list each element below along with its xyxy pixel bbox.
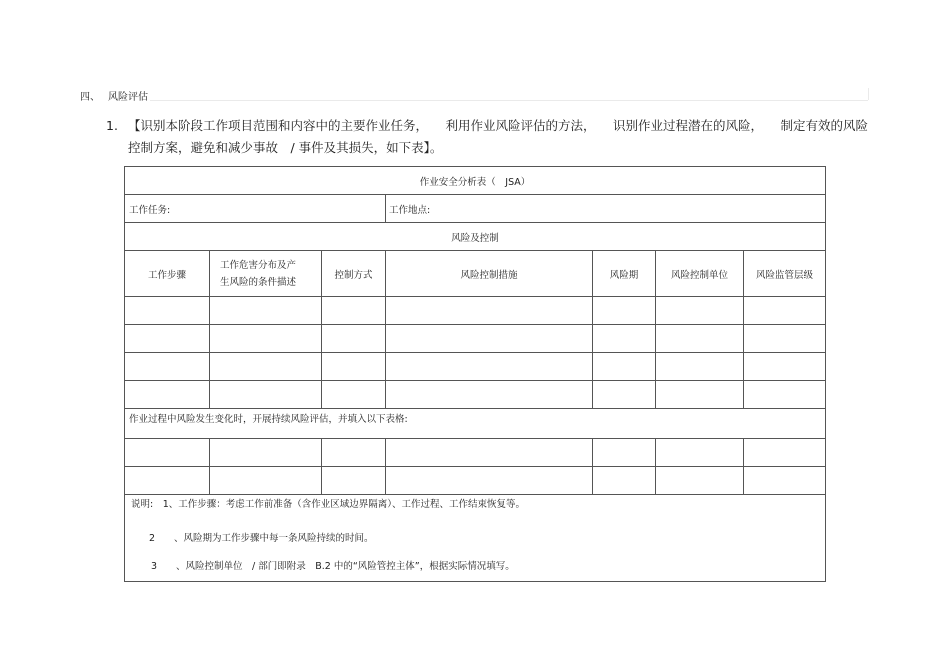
- table-cell[interactable]: [386, 297, 593, 325]
- table-cell[interactable]: [744, 353, 826, 381]
- section-number: 四、: [80, 92, 100, 103]
- table-title-row: [125, 167, 826, 195]
- table-row: [125, 325, 826, 353]
- table-row: [125, 297, 826, 325]
- header-divider-tick: [868, 88, 869, 100]
- table-cell[interactable]: [125, 353, 210, 381]
- table-row: [125, 439, 826, 467]
- table-cell[interactable]: [125, 297, 210, 325]
- table-cell[interactable]: [125, 467, 210, 495]
- intro-part-2: 利用作业风险评估的方法，: [445, 118, 596, 133]
- section-heading: [80, 88, 148, 103]
- table-cell[interactable]: [386, 467, 593, 495]
- note-1: 说明: 1、工作步骤：考虑工作前准备（含作业区域边界隔离）、工作过程、工作结束恢复等。: [131, 499, 525, 510]
- table-cell[interactable]: [125, 381, 210, 409]
- intro-paragraph: [106, 115, 868, 159]
- col-header-supervision-level: 风险监管层级: [744, 251, 826, 297]
- table-cell[interactable]: [386, 353, 593, 381]
- column-header-row: [125, 251, 826, 297]
- table-cell[interactable]: [744, 325, 826, 353]
- table-cell[interactable]: [322, 325, 386, 353]
- risk-control-header-row: [125, 223, 826, 251]
- table-cell[interactable]: [210, 297, 322, 325]
- col-header-control-unit: 风险控制单位: [656, 251, 744, 297]
- table-row: [125, 381, 826, 409]
- table-cell[interactable]: [125, 439, 210, 467]
- notes-cell: [125, 495, 826, 582]
- table-cell[interactable]: [210, 439, 322, 467]
- col-header-risk-period: 风险期: [593, 251, 656, 297]
- notes-row: [125, 495, 826, 582]
- risk-control-header: 风险及控制: [125, 223, 826, 251]
- table-cell[interactable]: [656, 353, 744, 381]
- table-title: 作业安全分析表（ JSA）: [125, 167, 826, 195]
- table-cell[interactable]: [593, 467, 656, 495]
- header-divider: [150, 100, 868, 101]
- table-cell[interactable]: [744, 467, 826, 495]
- table-cell[interactable]: [322, 353, 386, 381]
- note-3: 3 、风险控制单位 / 部门即附录 B.2 中的“风险管控主体”，根据实际情况填写。: [151, 561, 515, 572]
- table-cell[interactable]: [210, 325, 322, 353]
- continuous-assessment-row: [125, 409, 826, 439]
- location-label: 工作地点:: [386, 195, 826, 223]
- continuous-assessment-note: 作业过程中风险发生变化时，开展持续风险评估，并填入以下表格:: [125, 409, 826, 439]
- intro-part-4: 制定有效的风险: [780, 118, 868, 133]
- intro-part-3: 识别作业过程潜在的风险，: [612, 118, 763, 133]
- col-header-hazard: 工作危害分布及产 生风险的条件描述: [210, 251, 322, 297]
- task-location-row: [125, 195, 826, 223]
- table-cell[interactable]: [656, 297, 744, 325]
- table-cell[interactable]: [593, 381, 656, 409]
- table-row: [125, 467, 826, 495]
- table-cell[interactable]: [593, 325, 656, 353]
- table-cell[interactable]: [656, 325, 744, 353]
- table-cell[interactable]: [210, 467, 322, 495]
- col-header-measures: 风险控制措施: [386, 251, 593, 297]
- table-cell[interactable]: [744, 439, 826, 467]
- table-cell[interactable]: [322, 297, 386, 325]
- intro-line-1: [106, 115, 868, 137]
- table-cell[interactable]: [744, 297, 826, 325]
- table-cell[interactable]: [210, 353, 322, 381]
- table-cell[interactable]: [744, 381, 826, 409]
- section-title: 风险评估: [108, 92, 148, 103]
- table-cell[interactable]: [656, 439, 744, 467]
- table-cell[interactable]: [322, 467, 386, 495]
- col-header-control-mode: 控制方式: [322, 251, 386, 297]
- table-row: [125, 353, 826, 381]
- table-cell[interactable]: [210, 381, 322, 409]
- table-cell[interactable]: [386, 439, 593, 467]
- jsa-table: [124, 166, 826, 582]
- table-cell[interactable]: [593, 353, 656, 381]
- intro-line-2: 控制方案，避免和减少事故 / 事件及其损失，如下表】。: [128, 140, 443, 155]
- col-header-step: 工作步骤: [125, 251, 210, 297]
- note-2: 2 、风险期为工作步骤中每一条风险持续的时间。: [149, 533, 374, 544]
- table-cell[interactable]: [593, 297, 656, 325]
- intro-part-1: 1. 【识别本阶段工作项目范围和内容中的主要作业任务，: [106, 118, 428, 133]
- table-cell[interactable]: [322, 381, 386, 409]
- table-cell[interactable]: [656, 381, 744, 409]
- table-cell[interactable]: [125, 325, 210, 353]
- table-cell[interactable]: [386, 325, 593, 353]
- table-cell[interactable]: [386, 381, 593, 409]
- task-label: 工作任务:: [125, 195, 386, 223]
- table-cell[interactable]: [656, 467, 744, 495]
- list-index: 1.: [106, 118, 118, 133]
- table-cell[interactable]: [593, 439, 656, 467]
- table-cell[interactable]: [322, 439, 386, 467]
